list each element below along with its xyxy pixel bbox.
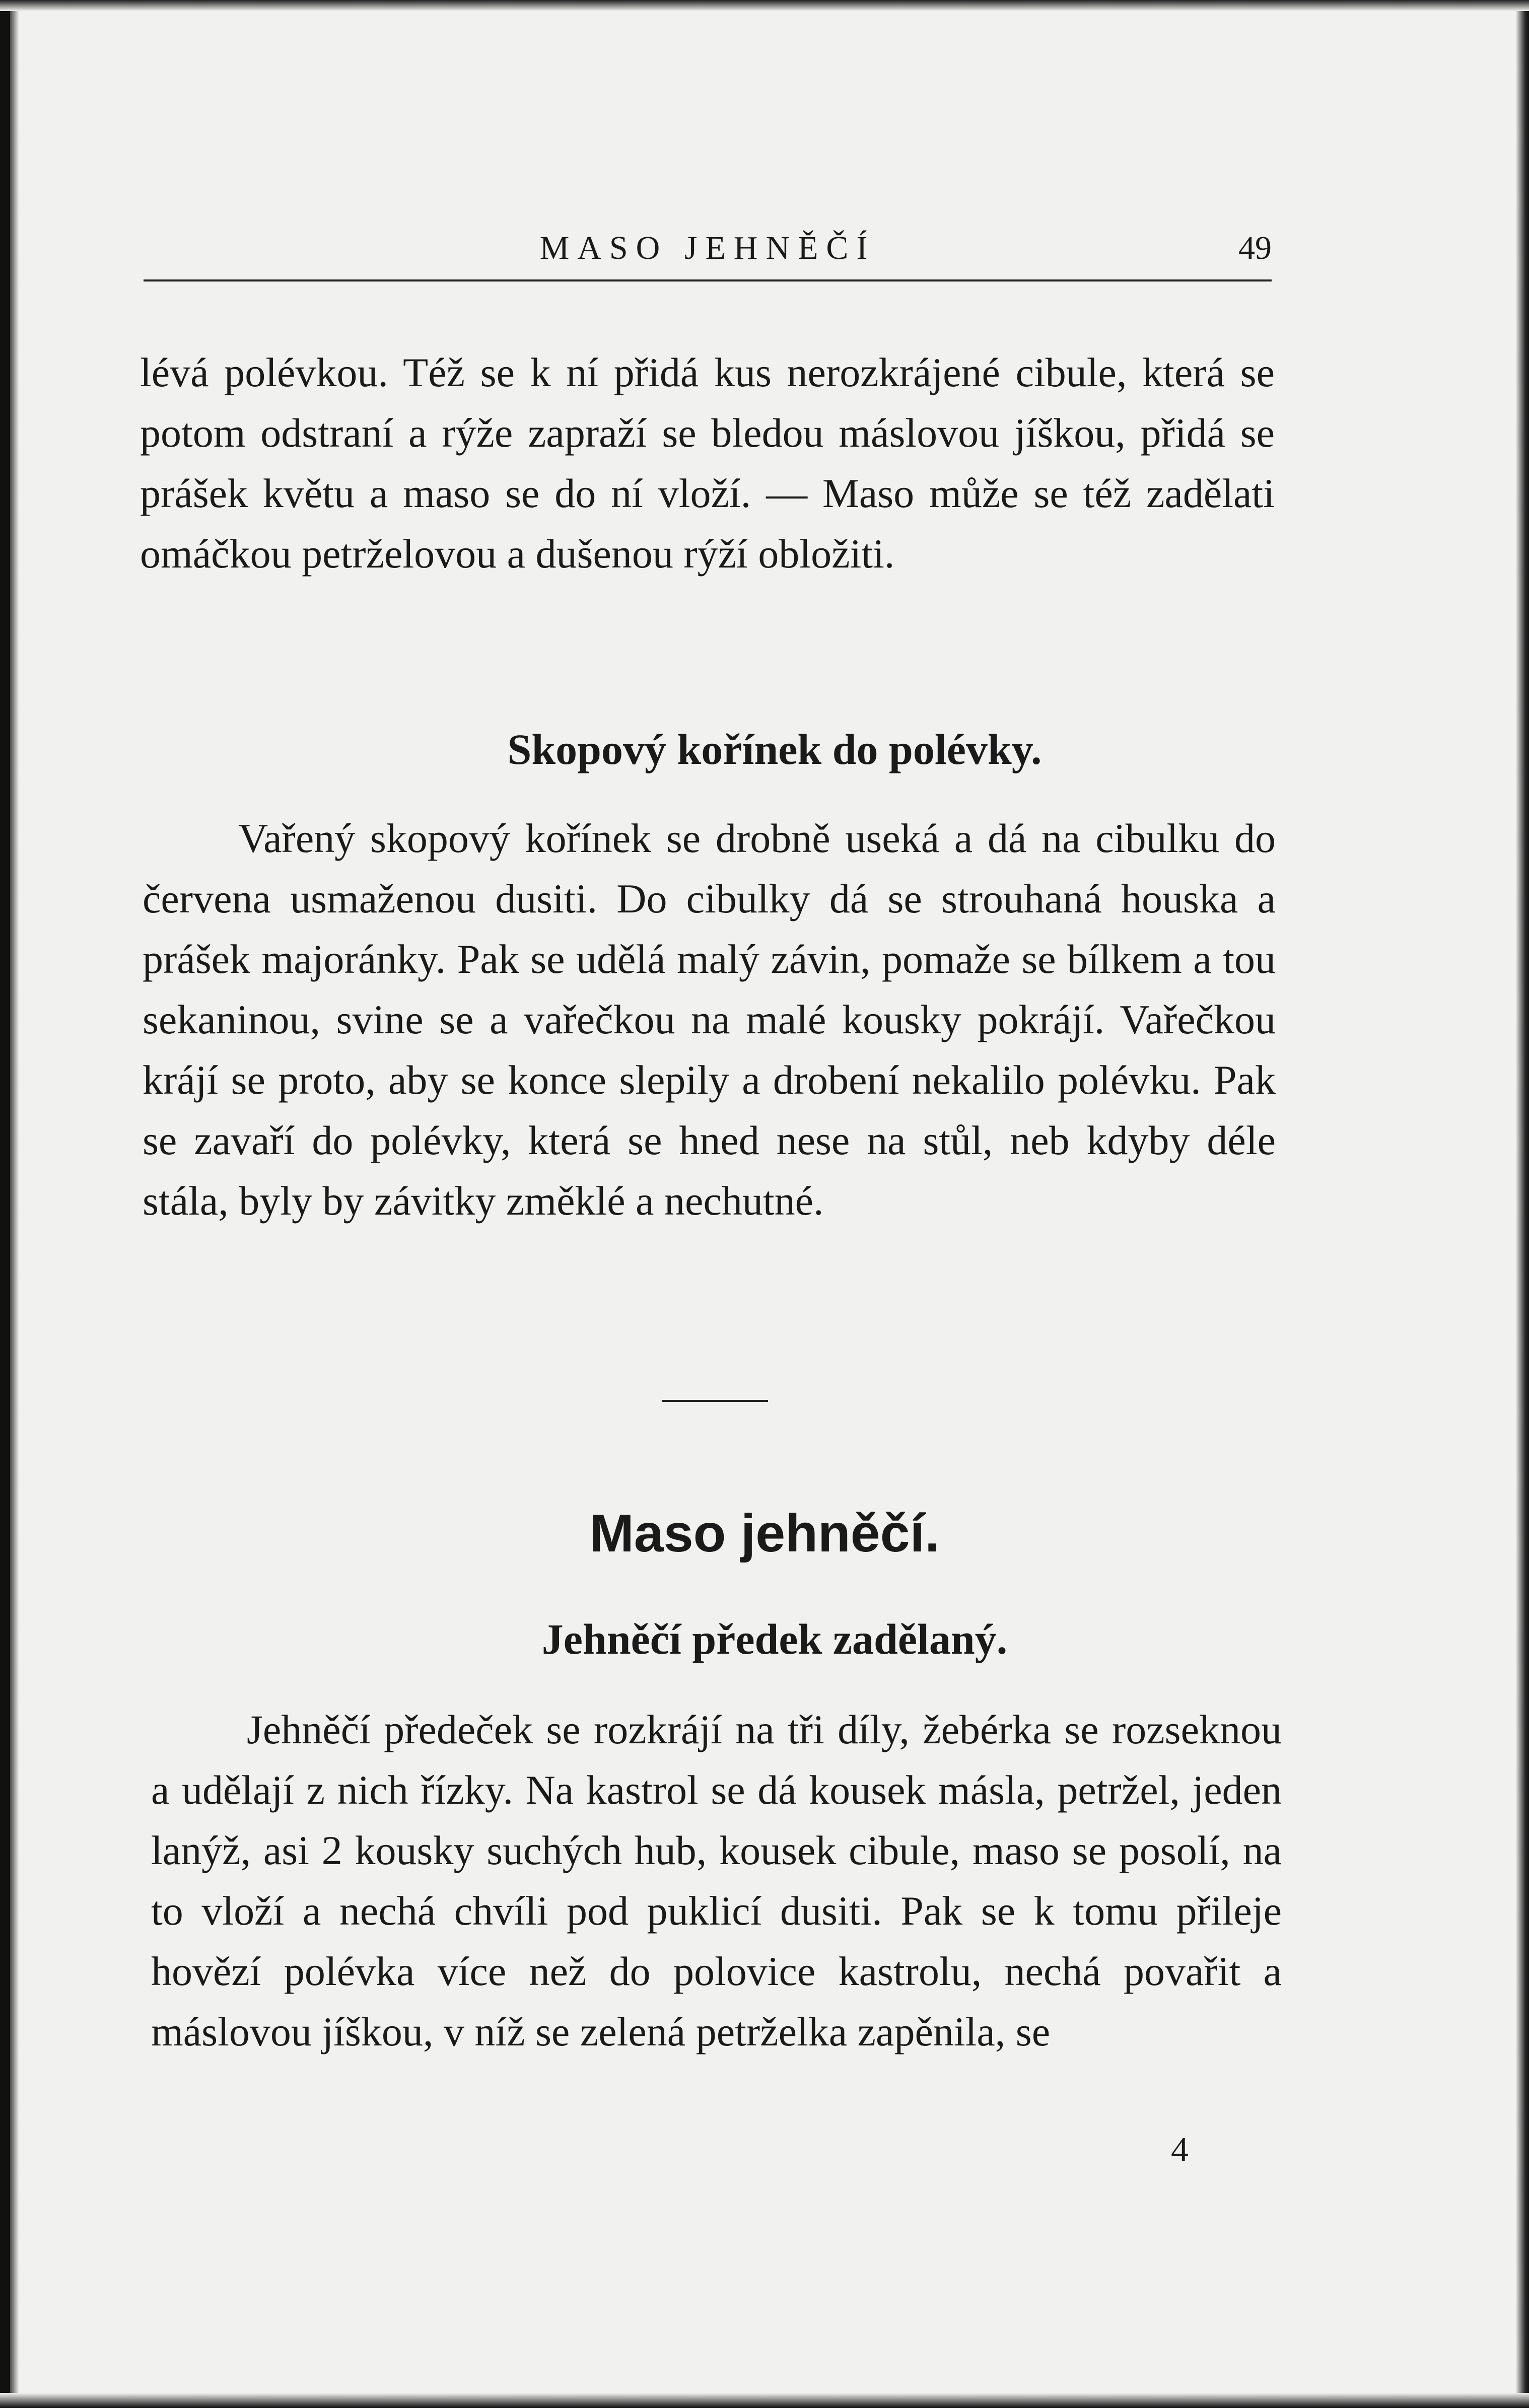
recipe1-paragraph-block bbox=[143, 808, 1276, 1231]
scan-shadow-left bbox=[0, 0, 10, 2408]
signature-mark: 4 bbox=[1171, 2131, 1189, 2169]
section-title: Maso jehněčí. bbox=[589, 1504, 940, 1563]
page-number: 49 bbox=[1238, 230, 1272, 266]
running-header bbox=[144, 224, 1272, 281]
recipe1-paragraph: Vařený skopový kořínek se drobně useká a dá na cibulku do červena usmaženou dusiti. Do cibulky dá se strouhaná houska a prášek majoránky. Pak se udělá malý závin, pomaže se bílkem a tou sekaninou, svine se a vařečkou na malé kousky pokrájí. Vařečkou krájí se proto, aby se konce slepily a drobení nekalilo polévku. Pak se zavaří do polévky, která se hned nese na stůl, neb kdyby déle stála, byly by závitky změklé a nechutné. bbox=[143, 815, 1276, 1224]
section-divider bbox=[662, 1400, 768, 1402]
intro-paragraph-block bbox=[140, 342, 1275, 584]
recipe-heading-jehneci-predek: Jehněčí předek zadělaný. bbox=[541, 1615, 1008, 1663]
recipe2-paragraph: Jehněčí předeček se rozkrájí na tři díly, žebérka se rozseknou a udělají z nich řízky. Na kastrol se dá kousek másla, petržel, jeden lanýž, asi 2 kousky suchých hub, kousek cibule, maso se posolí, na to vloží a nechá chvíli pod puklicí dusiti. Pak se k tomu přileje hovězí polévka více než do polovice kastrolu, nechá povařit a máslovou jíškou, v níž se zelená petrželka zapěnila, se bbox=[151, 1707, 1282, 2055]
recipe2-paragraph-block bbox=[151, 1699, 1282, 2062]
recipe-heading-skopovy-korinek: Skopový kořínek do polévky. bbox=[507, 725, 1042, 773]
scan-shadow-left-gradient bbox=[10, 0, 19, 2408]
running-title: MASO JEHNĚČÍ bbox=[539, 230, 876, 266]
intro-paragraph: lévá polévkou. Též se k ní přidá kus nerozkrájené cibule, která se potom odstraní a rýže zapraží se bledou máslovou jíškou, přidá se prášek květu a maso se do ní vloží. — Maso může se též zadělati omáčkou petrželovou a dušenou rýží obložiti. bbox=[140, 349, 1275, 577]
scan-shadow-top bbox=[0, 0, 1529, 11]
scan-shadow-bottom bbox=[0, 2393, 1529, 2408]
scan-shadow-right bbox=[1516, 0, 1529, 2408]
